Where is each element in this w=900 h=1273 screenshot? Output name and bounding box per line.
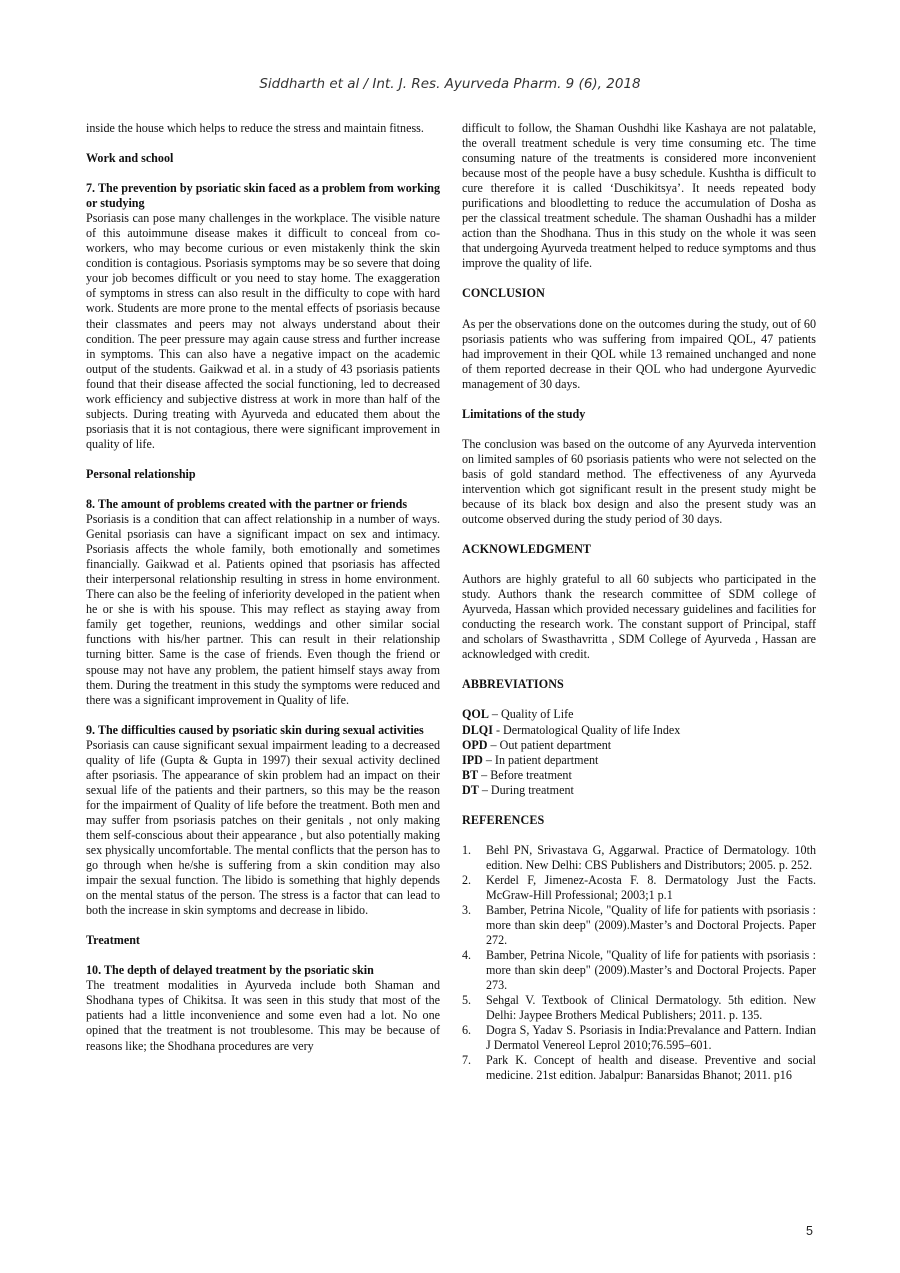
left-column (86, 121, 440, 1054)
abbreviation-item: DLQI - Dermatological Quality of life Index (462, 722, 681, 737)
right-column (462, 121, 816, 1084)
q10-continued: difficult to follow, the Shaman Oushdhi like Kashaya are not palatable, the overall treatment schedule is very time consuming etc. The time consuming nature of the treatments is considered more inconvenient because most of the people have a busy schedule. Kushtha is difficult to cure therefore it is called ‘Duschikitsya’. It needs repeated body purifications and bloodletting to reduce the accumulation of Dosha as per the classical treatment schedule. The shaman Oushadhi has a milder action than the Shodhana. Thus in this study on the whole it was seen that undergoing Ayurveda treatment helped to reduce symptoms and thus improve the quality of life. (462, 121, 816, 271)
references-heading: REFERENCES (462, 812, 545, 827)
abbreviation-item: IPD – In patient department (462, 752, 599, 767)
abbreviations-list (462, 707, 816, 797)
q9-heading: 9. The difficulties caused by psoriatic skin during sexual activities (86, 722, 424, 737)
reference-item: 3. Bamber, Petrina Nicole, "Quality of life for patients with psoriasis : more than skin deep" (2009).Master’s and Doctoral Projects. Paper 272. (462, 902, 816, 948)
q8-heading: 8. The amount of problems created with the partner or friends (86, 496, 408, 511)
reference-item: 6. Dogra S, Yadav S. Psoriasis in India:Prevalance and Pattern. Indian J Dermatol Venereol Leprol 2010;76.595–601. (462, 1023, 816, 1053)
q7-heading: 7. The prevention by psoriatic skin faced as a problem from working or studying (86, 181, 440, 211)
acknowledgment-body: Authors are highly grateful to all 60 subjects who participated in the study. Authors thank the research committee of SDM college of Ayurveda, Hassan which provided necessary guidelines and facilities for conducting the research work. The constant support of Principal, staff and scholars of Swasthavritta , SDM College of Ayurveda , Hassan are acknowledged with credit. (462, 572, 816, 662)
reference-item: 1. Behl PN, Srivastava G, Aggarwal. Practice of Dermatology. 10th edition. New Delhi: CBS Publishers and Distributors; 2005. p. 252. (462, 842, 816, 872)
q7-body: Psoriasis can pose many challenges in the workplace. The visible nature of this autoimmune disease makes it difficult to conceal from co-workers, who may become curious or even mistakenly think the skin condition is contagious. Psoriasis symptoms may be so severe that doing your job becomes difficult or you need to stay home. The exaggeration of symptoms in stress can also result in the difficulty to cope with hard work. Students are more prone to the mental effects of psoriasis because their classmates and peers may not always understand about their condition. The peer pressure may again cause stress and further increase in symptoms. This can also have a negative impact on the academic output of the students. Gaikwad et al. in a study of 43 psoriasis patients found that their disease affected the social functioning, led to decreased work efficiency and subjective distress at work in more than half of the subjects. During treating with Ayurveda and educated them about the psoriasis that it is not contagious, there were significant improvement in quality of life. (86, 211, 440, 451)
reference-item: 5. Sehgal V. Textbook of Clinical Dermatology. 5th edition. New Delhi: Jaypee Brothers Medical Publishers; 2011. p. 135. (462, 993, 816, 1023)
abbreviation-item: QOL – Quality of Life (462, 707, 574, 722)
abbreviations-heading: ABBREVIATIONS (462, 677, 564, 692)
limitations-body: The conclusion was based on the outcome of any Ayurveda intervention on limited samples of 60 psoriasis patients who were not selected on the basis of gold standard method. The effectiveness of any Ayurveda intervention which got significant result in the present study might be because of its black box design and also the present study was an outcome observed during the study period of 30 days. (462, 436, 816, 527)
acknowledgment-heading: ACKNOWLEDGMENT (462, 542, 592, 557)
reference-item: 4. Bamber, Petrina Nicole, "Quality of life for patients with psoriasis : more than skin deep" (2009).Master’s and Doctoral Projects. Paper 273. (462, 948, 816, 993)
abbreviation-item: OPD – Out patient department (462, 737, 612, 752)
reference-item: 2. Kerdel F, Jimenez-Acosta F. 8. Dermatology Just the Facts. McGraw-Hill Professional; 2003;1 p.1 (462, 872, 816, 902)
work-school-heading: Work and school (86, 151, 174, 166)
references-list (462, 843, 816, 1084)
conclusion-heading: CONCLUSION (462, 286, 545, 301)
intro-tail-paragraph: inside the house which helps to reduce the stress and maintain fitness. (86, 121, 424, 135)
abbreviation-item: DT – During treatment (462, 782, 574, 797)
treatment-heading: Treatment (86, 933, 140, 948)
abbreviation-item: BT – Before treatment (462, 767, 572, 782)
q8-body: Psoriasis is a condition that can affect relationship in a number of ways. Genital psoriasis can have a significant impact on sex and intimacy. Psoriasis affects the whole family, both emotionally and sometimes financially. Gaikwad et al. Patients opined that psoriasis has affected their interpersonal relationship resulting in stress in home environment. There can also be the feeling of inferiority developed in the patient when he or she is with his spouse. This may reflect as staying away from family get together, reunions, weddings and other similar social functions with his/her partner. This can result in their relationship turning bitter. Same is the case of friends. Even though the friend or spouse may not have any problem, the patient himself stays away from them. During the treatment in this study the symptoms were reduced and there was a significant improvement in Quality of life. (86, 512, 440, 707)
page-number: 5 (806, 1224, 813, 1238)
personal-relationship-heading: Personal relationship (86, 466, 196, 481)
reference-item: 7. Park K. Concept of health and disease. Preventive and social medicine. 21st edition. Jabalpur: Banarsidas Bhanot; 2011. p16 (462, 1053, 816, 1083)
q10-body: The treatment modalities in Ayurveda include both Shaman and Shodhana types of Chikitsa. It was seen in this study that most of the patients had a little inconvenience and some even had a lot. No one opined that the treatment is not troublesome. This may be because of reasons like; the Shodhana procedures are very (86, 978, 440, 1053)
q10-heading: 10. The depth of delayed treatment by the psoriatic skin (86, 963, 374, 978)
q9-body: Psoriasis can cause significant sexual impairment leading to a decreased quality of life (Gupta & Gupta in 1997) their sexual activity declined after psoriasis. The appearance of skin problem had an impact on their sexual life of the patients and their partners, so this may be the reason for the impairment of Quality of life before the treatment. Both men and may suffer from psoriasis patches on their genitals , not only making them self-conscious about their appearance , but also potentially making sex physically uncomfortable. The mental conflicts that the person has to go through when he/she is suffering from a skin condition may also impair the sexual function. The libido is something that highly depends on the mental status of the person. The stress is a factor that can lead to both the increase in skin symptoms and decrease in libido. (86, 737, 440, 918)
running-head: Siddharth et al / Int. J. Res. Ayurveda Pharm. 9 (6), 2018 (259, 76, 641, 92)
conclusion-body: As per the observations done on the outcomes during the study, out of 60 psoriasis patients who was suffering from impaired QOL, 47 patients had improvement in their QOL while 13 remained unchanged and none of them reported decrease in their QOL who had undergone Ayurvedic management of 30 days. (462, 316, 816, 391)
limitations-heading: Limitations of the study (462, 406, 586, 421)
